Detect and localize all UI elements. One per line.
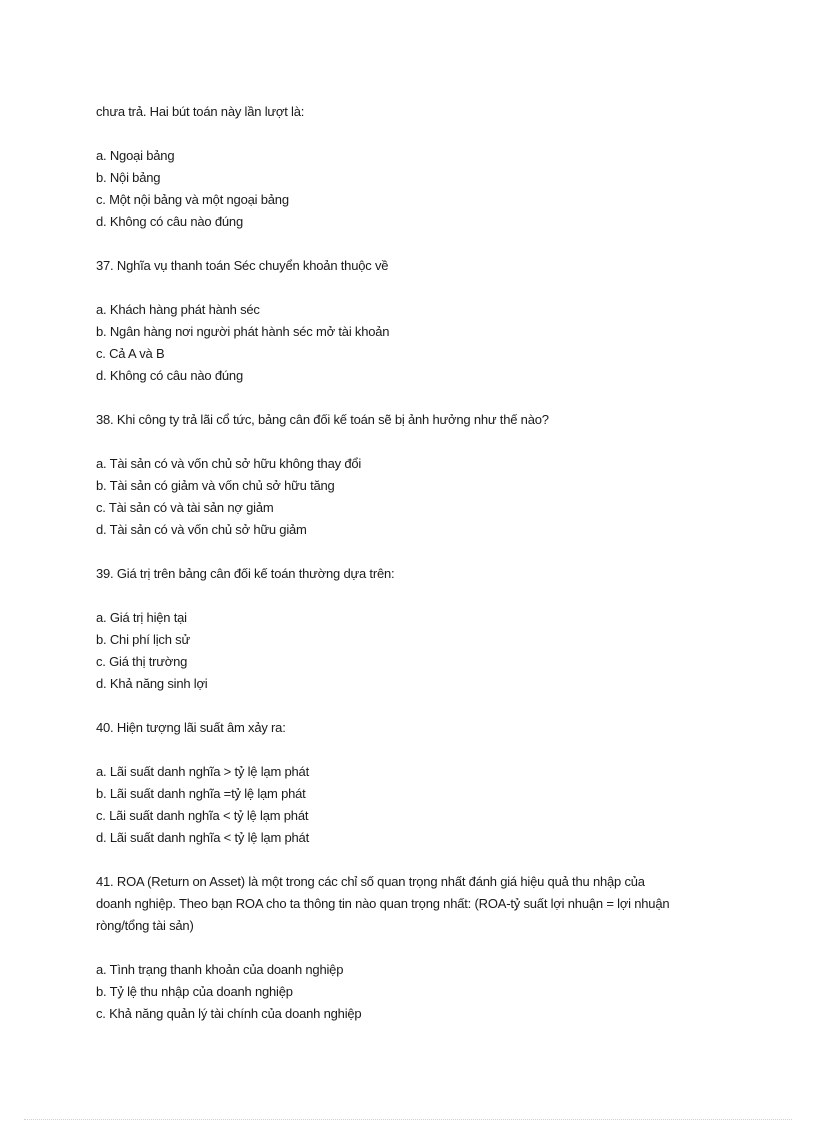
text-line: a. Khách hàng phát hành séc [96, 302, 260, 317]
blank-line [96, 277, 736, 299]
text-line: a. Ngoại bảng [96, 148, 175, 163]
page-bottom-rule [24, 1119, 792, 1120]
text-line: c. Giá thị trường [96, 654, 188, 669]
text-line: a. Giá trị hiện tại [96, 610, 187, 625]
text-line: c. Lãi suất danh nghĩa < tỷ lệ lạm phát [96, 808, 309, 823]
blank-line [96, 431, 736, 453]
blank-line [96, 849, 736, 871]
text-line: c. Tài sản có và tài sản nợ giảm [96, 500, 274, 515]
text-line: d. Không có câu nào đúng [96, 368, 243, 383]
text-line: d. Không có câu nào đúng [96, 214, 243, 229]
text-line: b. Tài sản có giảm và vốn chủ sở hữu tăng [96, 478, 335, 493]
text-line: 39. Giá trị trên bảng cân đối kế toán thường dựa trên: [96, 566, 395, 581]
text-line: a. Tài sản có và vốn chủ sở hữu không thay đổi [96, 456, 362, 471]
blank-line [96, 739, 736, 761]
text-line: b. Ngân hàng nơi người phát hành séc mở tài khoản [96, 324, 390, 339]
text-line: c. Khả năng quản lý tài chính của doanh nghiệp [96, 1006, 362, 1021]
text-line: c. Cả A và B [96, 346, 165, 361]
text-line: d. Tài sản có và vốn chủ sở hữu giảm [96, 522, 307, 537]
blank-line [96, 541, 736, 563]
text-line: d. Lãi suất danh nghĩa < tỷ lệ lạm phát [96, 830, 309, 845]
text-line: c. Một nội bảng và một ngoại bảng [96, 192, 289, 207]
blank-line [96, 123, 736, 145]
blank-line [96, 233, 736, 255]
text-line: b. Tỷ lệ thu nhập của doanh nghiệp [96, 984, 293, 999]
text-line: b. Lãi suất danh nghĩa =tỷ lệ lạm phát [96, 786, 306, 801]
text-line: 41. ROA (Return on Asset) là một trong các chỉ số quan trọng nhất đánh giá hiệu quả thu nhập của [96, 874, 645, 889]
text-line: 38. Khi công ty trả lãi cổ tức, bảng cân đối kế toán sẽ bị ảnh hưởng như thế nào? [96, 412, 549, 427]
text-line: 40. Hiện tượng lãi suất âm xảy ra: [96, 720, 286, 735]
text-line: b. Nội bảng [96, 170, 161, 185]
text-line: a. Lãi suất danh nghĩa > tỷ lệ lạm phát [96, 764, 309, 779]
text-line: 37. Nghĩa vụ thanh toán Séc chuyển khoản thuộc về [96, 258, 389, 273]
blank-line [96, 695, 736, 717]
blank-line [96, 937, 736, 959]
text-line: doanh nghiệp. Theo bạn ROA cho ta thông tin nào quan trọng nhất: (ROA-tỷ suất lợi nhuận = lợi nhuận [96, 896, 670, 911]
text-line: a. Tình trạng thanh khoản của doanh nghiệp [96, 962, 344, 977]
blank-line [96, 387, 736, 409]
text-line: b. Chi phí lịch sử [96, 632, 190, 647]
text-line: chưa trả. Hai bút toán này lần lượt là: [96, 104, 305, 119]
text-line: ròng/tổng tài sản) [96, 918, 194, 933]
document-body [96, 101, 736, 1025]
text-line: d. Khả năng sinh lợi [96, 676, 208, 691]
blank-line [96, 585, 736, 607]
